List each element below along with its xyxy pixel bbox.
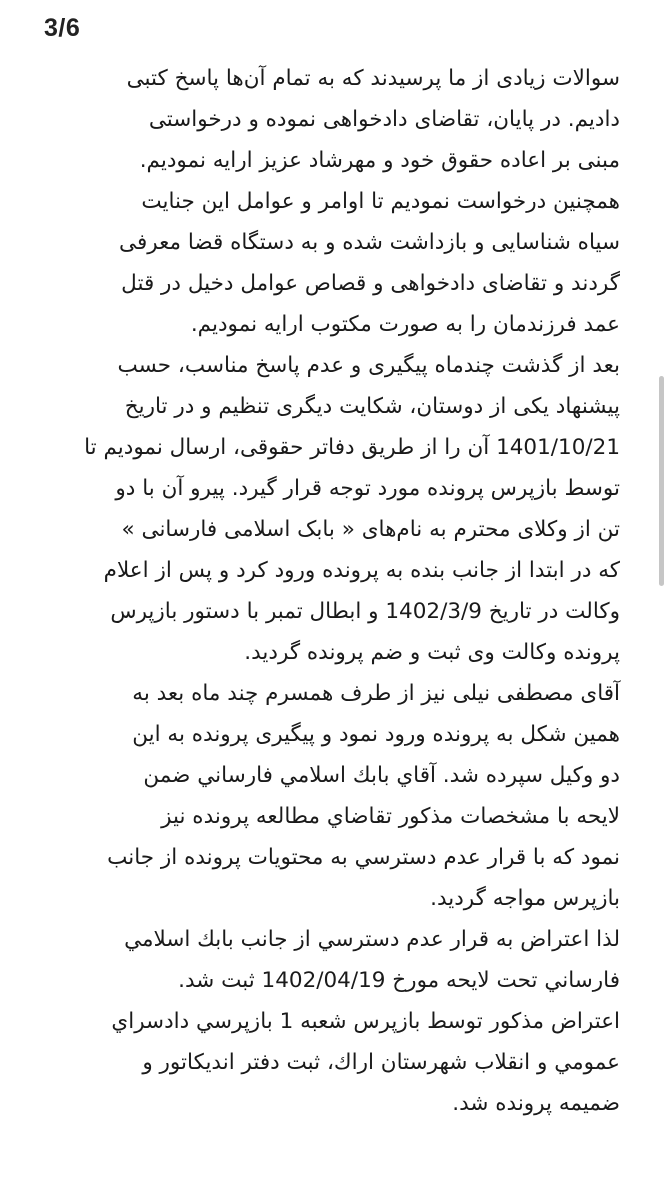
text-line: سوالات زیادی از ما پرسیدند که به تمام آن‌ها پاسخ کتبی — [126, 66, 620, 91]
text-line: گردند و تقاضای دادخواهی و قصاص عوامل دخیل در قتل — [121, 271, 620, 296]
text-line: بعد از گذشت چندماه پیگیری و عدم پاسخ مناسب، حسب — [117, 353, 620, 378]
text-line: همچنین درخواست نمودیم تا اوامر و عوامل این جنایت — [141, 189, 620, 214]
text-line: توسط بازپرس پرونده مورد توجه قرار گیرد. پیرو آن با دو — [115, 476, 620, 501]
text-line: ضميمه پرونده شد. — [452, 1091, 620, 1116]
page-counter: 3/6 — [44, 14, 81, 42]
text-line: بازپرس مواجه گرديد. — [430, 886, 620, 911]
text-line: لايحه با مشخصات مذكور تقاضاي مطالعه پرونده نيز — [161, 804, 620, 829]
text-line: دو وکیل سپرده شد. آقاي بابك اسلامي فارساني ضمن — [143, 763, 620, 788]
text-line: پیشنهاد یکی از دوستان، شکایت دیگری تنظیم و در تاریخ — [124, 394, 620, 419]
text-line: تن از وکلای محترم به نام‌های « بابک اسلامی فارسانی » — [121, 517, 620, 542]
text-line: عمد فرزندمان را به صورت مکتوب ارایه نمودیم. — [190, 312, 620, 337]
text-line: فارساني تحت لايحه مورخ 1402/04/19 ثبت شد. — [178, 968, 620, 993]
text-line: نمود كه با قرار عدم دسترسي به محتويات پرونده از جانب — [107, 845, 620, 870]
text-line: همین شکل به پرونده ورود نمود و پیگیری پرونده به این — [132, 722, 620, 747]
text-line: لذا اعتراض به قرار عدم دسترسي از جانب بابك اسلامي — [124, 927, 620, 952]
text-line: مبنی بر اعاده حقوق خود و مهرشاد عزیز ارایه نمودیم. — [139, 148, 620, 173]
text-line: سیاه شناسایی و بازداشت شده و به دستگاه قضا معرفی — [119, 230, 620, 255]
text-line: 1401/10/21 آن را از طریق دفاتر حقوقی، ارسال نمودیم تا — [84, 435, 620, 460]
letter-body — [40, 58, 620, 1124]
text-line: پرونده وکالت وی ثبت و ضم پرونده گردید. — [244, 640, 620, 665]
text-line: وکالت در تاریخ 1402/3/9 و ابطال تمبر با دستور بازپرس — [110, 599, 620, 624]
text-line: آقای مصطفی نیلی نیز از طرف همسرم چند ماه بعد به — [132, 681, 620, 706]
text-line: دادیم. در پایان، تقاضای دادخواهی نموده و درخواستی — [148, 107, 620, 132]
vertical-scrollbar-thumb[interactable] — [659, 376, 664, 586]
text-line: عمومي و انقلاب شهرستان اراك، ثبت دفتر انديكاتور و — [142, 1050, 620, 1075]
text-line: اعتراض مذكور توسط بازپرس شعبه 1 بازپرسي دادسراي — [111, 1009, 620, 1034]
text-line: که در ابتدا از جانب بنده به پرونده ورود کرد و پس از اعلام — [103, 558, 620, 583]
